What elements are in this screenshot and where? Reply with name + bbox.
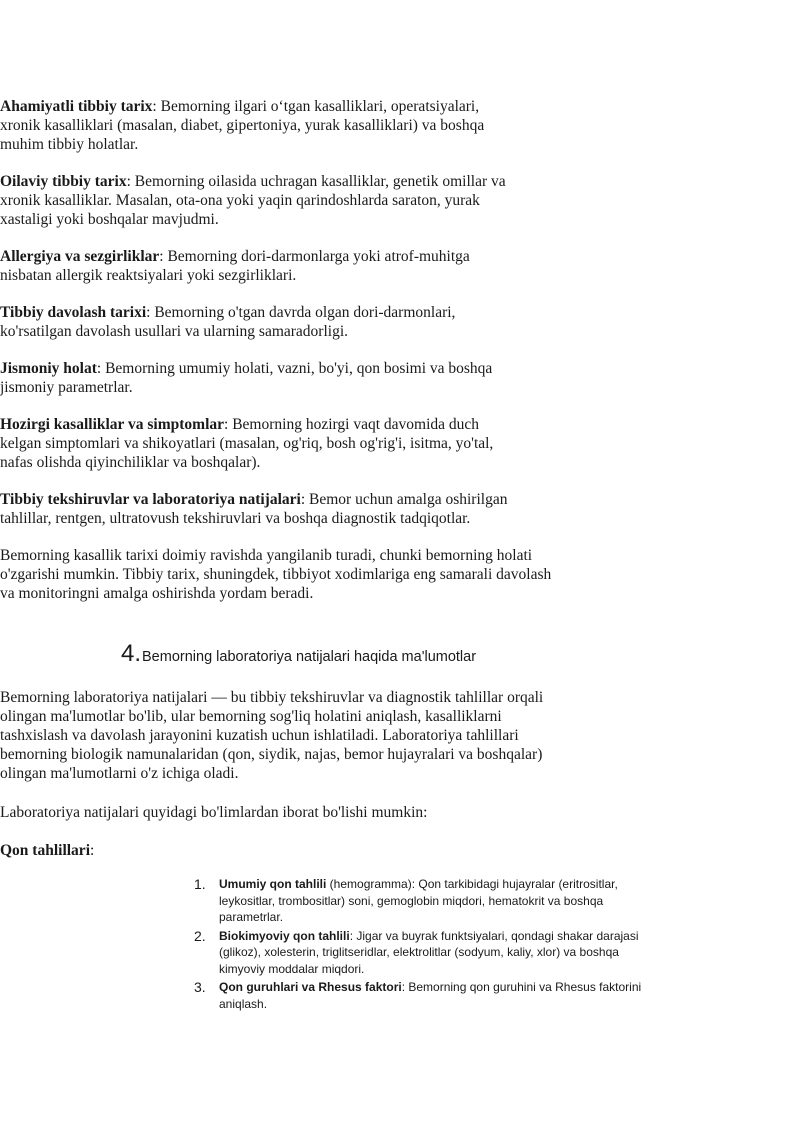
list-term: Qon guruhlari va Rhesus faktori	[219, 980, 402, 994]
list-item	[193, 928, 649, 978]
blood-heading	[0, 841, 520, 860]
history-item-treatment	[0, 303, 520, 341]
list-desc: : Bemorning qon guruhini va Rhesus faktorini aniqlash.	[219, 980, 642, 1011]
section-heading	[121, 640, 681, 668]
history-text: : Bemorning umumiy holati, vazni, bo'yi, qon bosimi va boshqa jismoniy parametrlar.	[0, 360, 493, 396]
sections-intro: Laboratoriya natijalari quyidagi bo'limlardan iborat bo'lishi mumkin:	[0, 804, 428, 821]
history-text: : Bemor uchun amalga oshirilgan tahlillar, rentgen, ultratovush tekshiruvlari va boshqa diagnostik tadqiqotlar.	[0, 491, 508, 527]
history-text: : Bemorning oilasida uchragan kasalliklar, genetik omillar va xronik kasalliklar. Masalan, ota-ona yoki yaqin qarindoshlarda saraton, yurak xastaligi yoki boshqalar mavjudmi.	[0, 173, 506, 228]
list-number: 3.	[194, 979, 206, 995]
history-item-family	[0, 172, 520, 229]
history-item-significant	[0, 97, 520, 154]
history-text: : Bemorning hozirgi vaqt davomida duch kelgan simptomlari va shikoyatlari (masalan, og'riq, bosh og'rig'i, isitma, yo'tal, nafas olishda qiyinchiliklar va boshqalar).	[0, 416, 494, 471]
history-item-allergy	[0, 247, 520, 285]
history-term: Jismoniy holat	[0, 360, 97, 377]
history-text: : Bemorning dori-darmonlarga yoki atrof-muhitga nisbatan allergik reaktsiyalari yoki sezgirliklari.	[0, 248, 470, 284]
history-term: Tibbiy davolash tarixi	[0, 304, 147, 321]
history-item-current	[0, 415, 520, 472]
history-term: Tibbiy tekshiruvlar va laboratoriya natijalari	[0, 491, 301, 508]
history-list	[0, 97, 560, 603]
list-item	[193, 876, 649, 926]
blood-heading-label: Qon tahlillari	[0, 842, 90, 859]
section-title: Bemorning laboratoriya natijalari haqida ma'lumotlar	[142, 649, 477, 665]
list-number: 2.	[194, 927, 206, 944]
section-intro: Bemorning laboratoriya natijalari — bu tibbiy tekshiruvlar va diagnostik tahlillar orqali olingan ma'lumotlar bo'lib, ular bemorning sog'liq holatini aniqlash, kasalliklarni tashxislash va davolash jarayonini kuzatish uchun ishlatiladi. Laboratoriya tahlillari bemorning biologik namunalaridan (qon, siydik, najas, bemor hujayralari va boshqalar) olingan ma'lumotlarni o'z ichiga oladi.	[0, 689, 544, 782]
history-item-tests	[0, 490, 520, 528]
history-term: Ahamiyatli tibbiy tarix	[0, 98, 153, 115]
list-text	[219, 876, 649, 926]
section-number: 4.	[121, 640, 142, 667]
summary-paragraph: Bemorning kasallik tarixi doimiy ravishda yangilanib turadi, chunki bemorning holati o'zgarishi mumkin. Tibbiy tarix, shuningdek, tibbiyot xodimlariga eng samarali davolash va monitoringni amalga oshirishda yordam beradi.	[0, 547, 552, 602]
history-item-physical	[0, 359, 520, 397]
history-text: : Bemorning o'tgan davrda olgan dori-darmonlari, ko'rsatilgan davolash usullari va ularning samaradorligi.	[0, 304, 456, 340]
section-body	[0, 688, 560, 860]
list-desc: (hemogramma): Qon tarkibidagi hujayralar (eritrositlar, leykositlar, trombositlar) soni, gemoglobin miqdori, hematokrit va boshqa parametrlar.	[219, 877, 618, 924]
history-term: Oilaviy tibbiy tarix	[0, 173, 127, 190]
blood-heading-colon: :	[90, 842, 95, 859]
list-term: Biokimyoviy qon tahlili	[219, 928, 350, 943]
list-term: Umumiy qon tahlili	[219, 877, 327, 891]
blood-tests-list	[193, 876, 649, 1012]
list-text	[219, 928, 649, 978]
list-number: 1.	[194, 876, 206, 892]
history-term: Allergiya va sezgirliklar	[0, 248, 160, 265]
list-text	[219, 979, 649, 1012]
list-item	[193, 979, 649, 1012]
history-term: Hozirgi kasalliklar va simptomlar	[0, 416, 225, 433]
list-desc: : Jigar va buyrak funktsiyalari, qondagi shakar darajasi (glikoz), xolesterin, triglitseridlar, elektrolitlar (sodyum, kaliy, xlor) va boshqa kimyoviy moddalar miqdori.	[219, 928, 639, 976]
history-text: : Bemorning ilgari o‘tgan kasalliklari, operatsiyalari, xronik kasalliklari (masalan, diabet, gipertoniya, yurak kasalliklari) va boshqa muhim tibbiy holatlar.	[0, 98, 485, 153]
